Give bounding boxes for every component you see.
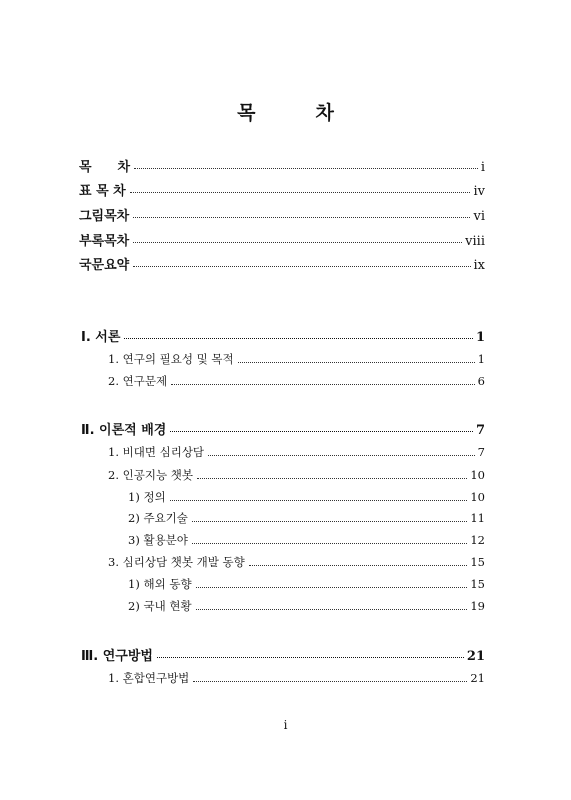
dot-leader [193,681,467,682]
toc-subsection-2-2-3[interactable] [128,532,485,548]
toc-front-tables[interactable] [79,180,485,199]
dot-leader [196,587,468,588]
toc-section-2-3[interactable] [108,554,485,570]
dot-leader [171,384,475,385]
toc-page: ix [473,258,485,273]
toc-chapter-3[interactable] [81,645,485,664]
toc-subsection-2-2-2[interactable] [128,510,485,526]
toc-label: Ⅰ. 서론 [81,330,121,345]
dot-leader [170,500,468,501]
toc-section-1-1[interactable] [108,351,485,367]
toc-label: 2) 주요기술 [128,511,188,525]
toc-label: 1. 비대면 심리상담 [108,445,205,459]
toc-page: 7 [475,423,485,438]
toc-page: iv [473,184,485,199]
dot-leader [157,657,464,658]
toc-label: Ⅲ. 연구방법 [81,649,153,664]
toc-page: 12 [470,533,485,547]
toc-page: 21 [470,671,485,685]
dot-leader [133,217,470,218]
dot-leader [134,168,478,169]
dot-leader [192,521,467,522]
toc-page: 10 [470,490,485,504]
toc-page: viii [465,234,485,249]
toc-label: 1. 혼합연구방법 [108,671,190,685]
dot-leader [170,431,473,432]
toc-section-1-2[interactable] [108,373,485,389]
toc-front-appendix[interactable] [79,230,485,249]
toc-page: vi [473,209,485,224]
toc-page: 1 [475,330,485,345]
toc-page: 15 [470,555,485,569]
toc-label: 국문요약 [79,258,130,273]
toc-page: 11 [470,511,485,525]
toc-label: 2) 국내 현황 [128,599,192,613]
toc-section-2-1[interactable] [108,444,485,460]
toc-label: 3. 심리상담 챗봇 개발 동향 [108,555,245,569]
dot-leader [249,565,468,566]
toc-page: 1 [477,352,485,366]
toc-section-2-2[interactable] [108,467,485,483]
dot-leader [238,362,475,363]
toc-page: 10 [470,468,485,482]
dot-leader [124,338,473,339]
dot-leader [208,455,475,456]
dot-leader [192,543,467,544]
page-number: i [283,718,288,732]
toc-label: 그림목차 [79,209,130,224]
toc-label: 1. 연구의 필요성 및 목적 [108,352,234,366]
dot-leader [133,242,462,243]
title-part-1: 목 [237,102,256,124]
toc-page: 19 [470,599,485,613]
toc-front-abstract[interactable] [79,254,485,273]
toc-subsection-2-3-1[interactable] [128,576,485,592]
toc-subsection-2-2-1[interactable] [128,489,485,505]
toc-label: 1) 해외 동향 [128,577,192,591]
dot-leader [196,609,468,610]
toc-page: 15 [470,577,485,591]
toc-label: 2. 연구문제 [108,374,168,388]
toc-page: i [480,160,485,175]
toc-chapter-2[interactable] [81,419,485,438]
title-part-2: 차 [315,102,334,124]
toc-page: 21 [466,649,485,664]
toc-label: 부록목차 [79,234,130,249]
page-title [0,98,571,125]
toc-label: Ⅱ. 이론적 배경 [81,423,167,438]
dot-leader [197,478,467,479]
toc-front-figures[interactable] [79,205,485,224]
toc-label: 목 차 [79,160,131,175]
toc-label: 2. 인공지능 챗봇 [108,468,193,482]
toc-chapter-1[interactable] [81,326,485,345]
toc-page: 7 [477,445,485,459]
toc-subsection-2-3-2[interactable] [128,598,485,614]
dot-leader [133,266,470,267]
toc-label: 표 목 차 [79,184,126,199]
toc-front-contents[interactable] [79,156,485,175]
toc-page: 6 [477,374,485,388]
toc-label: 1) 정의 [128,490,166,504]
toc-label: 3) 활용분야 [128,533,188,547]
toc-section-3-1[interactable] [108,670,485,686]
dot-leader [130,192,471,193]
